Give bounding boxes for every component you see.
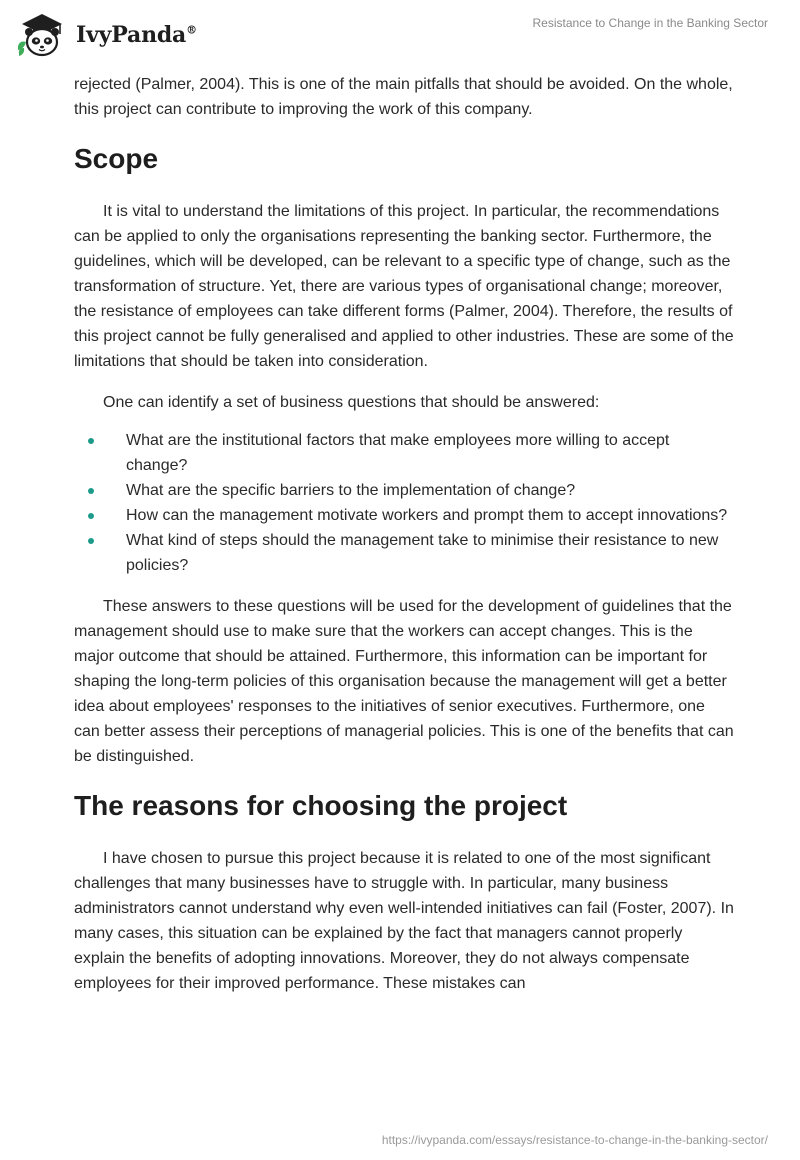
reasons-heading: The reasons for choosing the project (74, 790, 568, 821)
page-header (0, 0, 800, 70)
intro-paragraph: rejected (Palmer, 2004). This is one of the main pitfalls that should be avoided. On the whole, this project can contribute to improving the work of this company. (74, 76, 733, 118)
list-item: What are the specific barriers to the implementation of change? (74, 478, 734, 503)
scope-paragraph-1: It is vital to understand the limitations of this project. In particular, the recommendations can be applied to only the organisations representing the banking sector. Furthermore, the guidelines, which will be developed, can be relevant to a specific type of change, such as the transformation of structure. Yet, there are various types of organisational change; moreover, the resistance of employees can take different forms (Palmer, 2004). Therefore, the results of this project cannot be fully generalised and applied to other industries. These are some of the limitations that should be taken into consideration. (74, 203, 734, 370)
list-item: What are the institutional factors that make employees more willing to accept change? (74, 428, 734, 478)
bullet-icon (88, 538, 94, 544)
essay-content (74, 72, 734, 996)
list-item: How can the management motivate workers and prompt them to accept innovations? (74, 503, 734, 528)
reasons-paragraph-1: I have chosen to pursue this project because it is related to one of the most significant challenges that many businesses have to struggle with. In particular, many business administrators cannot understand why even well-intended initiatives can fail (Foster, 2007). In many cases, this situation can be explained by the fact that managers cannot properly explain the benefits of adopting innovations. Moreover, they do not always compensate employees for their improved performance. These mistakes can (74, 850, 734, 992)
scope-paragraph-3: These answers to these questions will be used for the development of guidelines that the management should use to make sure that the workers can accept changes. This is the major outcome that should be attained. Furthermore, this information can be important for shaping the long-term policies of this organisation because the management will get a better idea about employees' responses to the initiatives of senior executives. Furthermore, one can better assess their perceptions of managerial policies. This is one of the benefits that can be distinguished. (74, 598, 734, 765)
bullet-icon (88, 438, 94, 444)
scope-paragraph-2: One can identify a set of business questions that should be answered: (103, 394, 600, 411)
list-item: What kind of steps should the management take to minimise their resistance to new policies? (74, 528, 734, 578)
brand-name: IvyPanda® (76, 22, 197, 48)
bullet-icon (88, 513, 94, 519)
scope-heading: Scope (74, 143, 159, 174)
bullet-icon (88, 488, 94, 494)
ivypanda-logo[interactable] (14, 10, 197, 60)
document-title: Resistance to Change in the Banking Sector (532, 16, 768, 30)
panda-mascot-icon (14, 10, 70, 60)
source-url[interactable]: https://ivypanda.com/essays/resistance-to-change-in-the-banking-sector/ (381, 1133, 768, 1147)
business-questions-list (74, 428, 734, 578)
